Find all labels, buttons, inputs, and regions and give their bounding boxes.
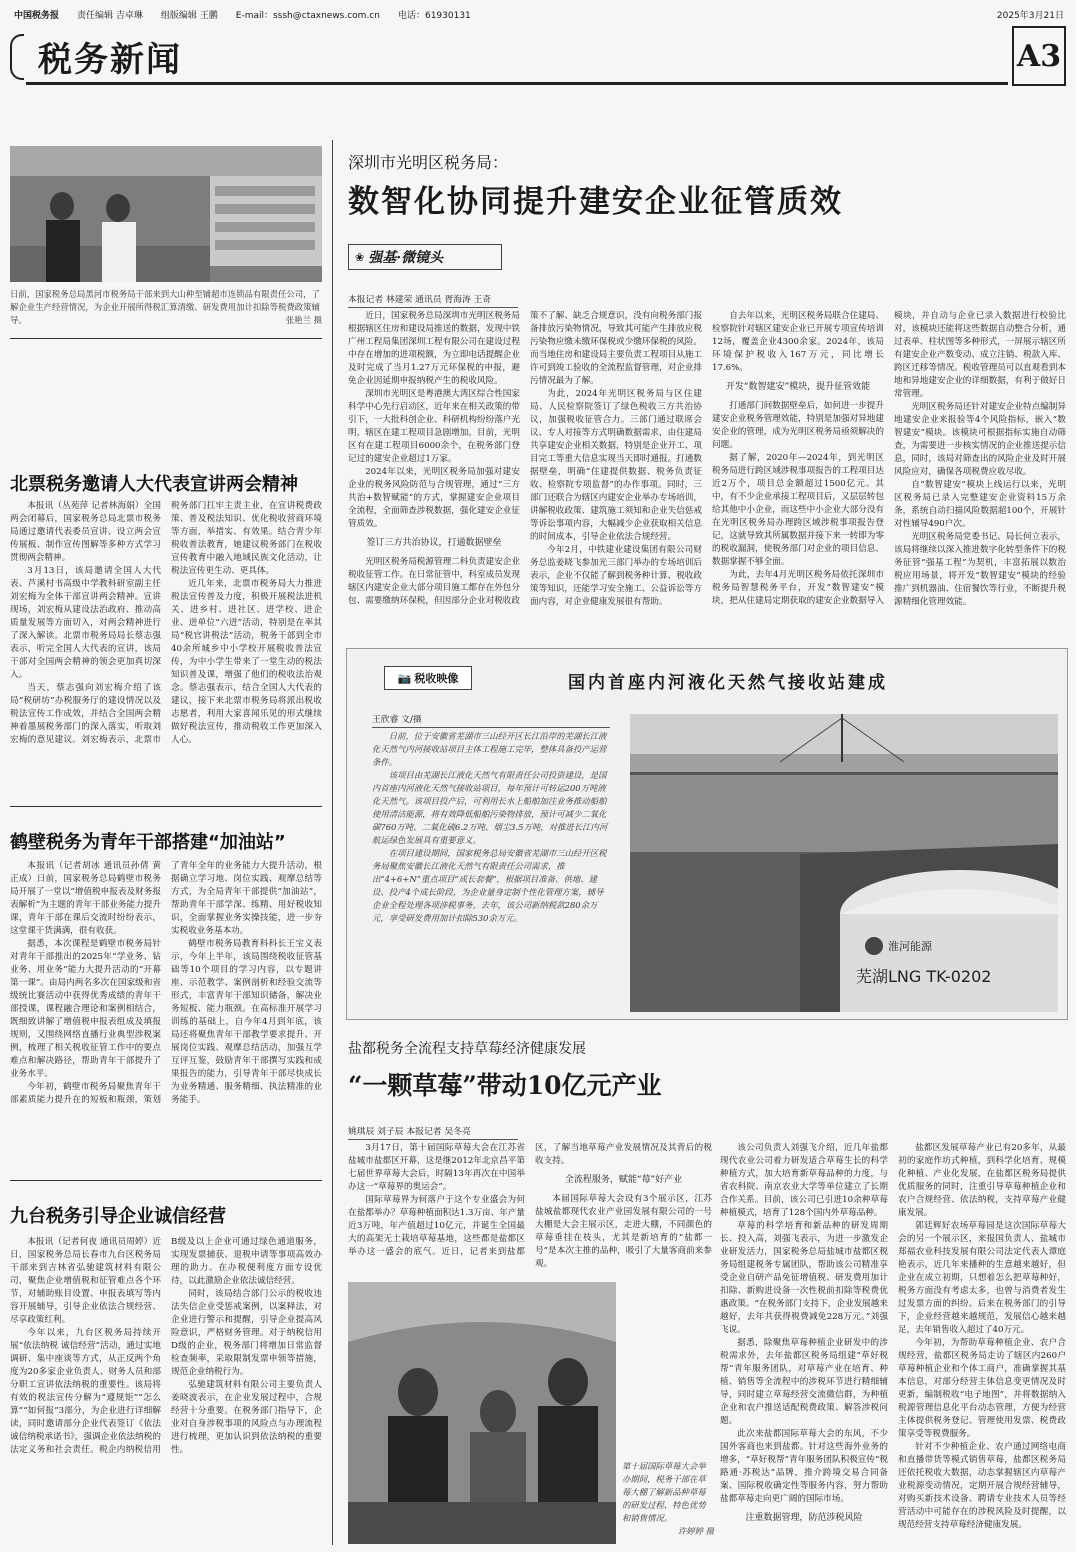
art4-title: “一颗草莓”带动10亿元产业 — [348, 1071, 662, 1100]
main-p5: 为此，2024年光明区税务局与区住建局、人民检察院签订了绿色税收三方共治协议，加强税收征管合力。三部门通过联席会议、专人对接等方式明确数据需求，由住建局共享建安企业相关数据，特别是企业开工、项目完工等重大信息实现当天即时通报。打通数据壁垒，明确“住建提供数据、税务负责征收、检察院专项监督”的办作事项。同时，三部门还联合为辖区内建安企业举办专场培训，讲解税收政策、建筑施工须知和企业失信惩戒等诉讼事项内容，大幅减少企业获取相关信息的时间成本，引导企业依法合规经营。 — [530, 389, 702, 542]
art4-subhead-1: 全流程服务，赋能“莓”好产业 — [564, 1175, 683, 1185]
photo1-caption-text: 日前，国家税务总局黑河市税务局干部来到大山种至铺超市连锁品有限责任公司，了解企业生产经营情况，为企业开展所得税汇算清缴、研发费用加计扣除等税费政策辅导。 — [10, 289, 320, 325]
photo-feature-title: 国内首座内河液化天然气接收站建成 — [568, 673, 888, 693]
column-tag-label: 强基·微镜头 — [368, 250, 444, 266]
art4-body-main — [720, 1142, 1066, 1544]
art3-p2: 今年以来，九台区税务局持续开展“依法纳税 诚信经营”活动，通过实地调研、集中座谈等方式，从正反两个角度为20多家企业负责人、财务人员和部分职工宣讲依法纳税的重要性。该局将有效的税法宣传分解为“遵规矩”“怎么算”“如何报”3部分，为企业进行详细解读，同时邀请部分企业代表签订《依法诚信纳税承诺书》，强调企业依法纳税的法定义务和社会责任。税企内纳税信用B级及以上企业可通过绿色通道服务，实现发票捕获、退税申请等事项高效办理的助力。在办税便利度方面专设优待，以此激励企业依法诚信经营。 — [10, 1237, 322, 1455]
art1-body — [10, 500, 322, 796]
photo1-caption — [10, 288, 322, 332]
leaf-icon: ❀ — [355, 250, 365, 264]
paper-name: 中国税务报 — [14, 10, 60, 21]
art4-p4: 该公司负责人刘强飞介绍，近几年盐都现代农业公司着力研发适合草莓生长的科学种植方式，加大培育新草莓品种的力度，与省农科院、南京农业大学等单位建立了长期合作关系。目前，该公司已引进10余种草莓种植模式，培育了128个国内外草莓品种。 — [720, 1143, 888, 1218]
main-p4: 光明区税务局税源管理二科负责建安企业税收征管工作。在日常征管中，科室成员发现辖区内建安企业大部分项目施工都存在外包分包、需要缴纳环保税，但因部分企业对税收政策不了解、缺乏合规意识，没有向税务部门报备排放污染物情况，导致其可能产生排放应税污染物应缴未缴环保税或少缴环保税的风险。而当地住房和建设局主要负责工程项目从施工许可到竣工验收的全流程监督管理，对企业排污情况最为了解。 — [348, 311, 702, 606]
art2-body — [10, 860, 322, 1172]
art4-p8: 盐都区发展草莓产业已有20多年，从最初的家庭作坊式种植，到科学化培育、规模化种植、产业化发展，在盐都区税务局提供优质服务的同时，注重引导草莓种植企业和农户合规经营、依法纳税，支持草莓产业健康发展。 — [898, 1143, 1066, 1218]
lng-station-image — [630, 714, 1058, 1012]
art2-p1: 本报讯（记者胡冰 通讯员孙倩 黄正成）日前，国家税务总局鹤壁市税务局开展了一堂以“增值税申报表及财务报表解析”为主题的青年干部业务能力提升课，青年干部在课后交流时纷纷表示，这堂课干货满满，很有收获。 — [10, 861, 161, 936]
art4-p2: 国际草莓界为何落户于这个专业盛会为何在盐都举办？草莓种植面积达1.3万亩、年产量近3万吨，年产值超过10亿元，并诞生全国最大的高架无土栽培草莓基地，这些都是盐都区举办这一盛会的底气。近日，记者来到盐都区，了解当地草莓产业发展情况及其背后的税收支持。 — [348, 1143, 712, 1257]
photo2-p2: 该项目由芜湖长江液化天然气有限责任公司投资建设，是国内首座内河液化天然气接收站项目，每年预计可转运200万吨液化天然气。该项目投产后，可利用长水上船舶加注业务推动船舶使用清洁能源，将有效降低船舶污染物排放，预计可减少二氧化碳760万吨、二氧化硫6.2万吨、烟尘3.5万吨，对推进长江内河航运绿色发展具有重要意义。 — [372, 770, 608, 845]
main-p2: 深圳市光明区是粤港澳大湾区综合性国家科学中心先行启动区，近年来在相关政策的带引下，一大批科创企业、科研机构纷纷落户光明，辖区在建工程项目急剧增加。目前，光明区有在建工程项目6000余个，在税务部门登记过的建安企业超过1万家。 — [348, 389, 520, 464]
masthead-rule — [26, 82, 1008, 85]
tank-label: 芜湖LNG TK-0202 — [856, 967, 992, 986]
main-p6: 今年2月，中铁建业建设集团有限公司财务总监姜晓飞参加光三部门举办的专场培训后表示，企业不仅能了解到税务种计算、税收政策等知识，还能学习安全施工、公益诉讼等方面内容，对企业健康发展很有帮助。 — [530, 545, 702, 607]
main-p12: 自“数智建安”模块上线运行以来，光明区税务局已录入完整建安企业资料15万余条，系统自动扫描风险数据超100个，开展针对性辅导490户次。 — [894, 480, 1066, 529]
art4-kicker: 盐都税务全流程支持草莓经济健康发展 — [348, 1041, 586, 1057]
photo-feature-text — [372, 730, 610, 1012]
main-p10: 为此，去年4月光明区税务局依托深圳市税务局智慧税务平台，开发“数智建安”模块，把从住建局定期获取的建安企业数据导入模块，并自动与企业已录入数据进行校验比对，该模块还能将这些数据自动整合分析，通过表单、柱状图等多种形式，一屏展示辖区所有建安企业产数变动、成立注销、税款入库、跨区迁移等情况。税收管理员可以直观看到本地和异地建安企业的详细数据，有利于做好日常管理。 — [712, 311, 1066, 606]
art4-caption-credit: 许婷婷 摄 — [677, 1526, 714, 1536]
art1-p2: 3月13日，该局邀请全国人大代表、芦溪村书高级中学教科研室副主任刘宏梅为全体干部宣讲两会精神。宣讲现场，刘宏梅从建设法治政府、推动高质量发展等方面切入，对两会精神进行了深入解读。北票市税务局局长蔡志强表示，听完全国人大代表的宣讲，该局干部对全国两会精神的领会更加真切深入。 — [10, 566, 161, 680]
camera-icon: 📷 — [397, 671, 412, 685]
divider-left-2 — [10, 806, 322, 807]
photo-feature-byline: 王欣睿 文/摄 — [372, 712, 610, 728]
strawberry-image — [348, 1282, 616, 1544]
email: E-mail：sssh@ctaxnews.com.cn — [235, 10, 380, 21]
top-bar — [14, 6, 1064, 22]
strawberry-caption — [622, 1460, 714, 1546]
art2-p3: 今年初，鹤壁市税务局聚焦青年干部素质能力提升在的短板和瓶颈，策划了青年全年的业务能力大提升活动，根据确立学习地、岗位实践、观摩总结等方式，为全局青年干部提供“加油站”，帮助青年干部学深、练精、用好税收知识，全面掌握业务实操技能，进一步夯实税收业务基本功。 — [10, 861, 322, 1105]
lng-photo — [630, 714, 1058, 1012]
art4-byline: 姚琪辰 刘子辰 本报记者 吴冬亮 — [348, 1124, 518, 1140]
art1-title: 北票税务邀请人大代表宣讲两会精神 — [10, 474, 298, 495]
art2-title: 鹤壁税务为青年干部搭建“加油站” — [10, 832, 286, 853]
main-p11: 光明区税务局还针对建安企业特点编制异地建安企业来报验等4个风险指标，嵌入“数智建安”模块。该模块可根据指标实施自动筛查，为需要进一步核实情况的企业推送提示信息，同时，该局对筛查出的风险企业及时开展风险应对，确保各项税费应收尽收。 — [894, 402, 1066, 477]
art1-p4: 近几年来，北票市税务局大力推进税法宣传普及力度，积极开展税法进机关、进乡村、进社区、进学校、进企业、进单位“六进”活动，特别是在率其局“税官讲税法”活动，税务干部到全市40余所城乡中小学校开展税收普法宣传，为中小学生带来了一堂生动的税法知识普及课，增强了他们的税收法治观念。蔡志强表示，结合全国人大代表的建议，接下来北票市税务局将派出税收志愿者，利用大家喜闻乐见的形式继续做好税法宣传，推动税收工作更加深入人心。 — [171, 579, 322, 745]
art2-p4: 鹤壁市税务局教育科科长王宝义表示，今年上半年，该局围绕税收征管基础等10个项目的学习内容，以专题讲座、示范教学、案例剖析和经验交流等形式，丰富青年干部知识储备，解决业务短板、能力瓶颈。在高标准开展学习训练的基础上，自今年4月到年底，该局还将聚焦青年干部教学要求提升、开展岗位实践、观摩总结活动，加强互学互评互鉴，鼓励青年干部撰写实践和成果报告的能力，引导青年干部尽快成长为业务精通、服务精细、执法精准的业务能手。 — [171, 939, 322, 1105]
main-p1: 近日，国家税务总局深圳市光明区税务局根据辖区住房和建设局推送的数据，发现中铁广州工程局集团深圳工程有限公司在建设过程中存在增加的进项税额，为立即电话提醒企业及时完成了当月1.27万元环保税的申报，避免企业因延期申报纳税产生的税收风险。 — [348, 311, 520, 386]
editor: 责任编辑 吉卓琳 — [77, 10, 143, 21]
main-kicker: 深圳市光明区税务局： — [348, 153, 509, 172]
masthead — [10, 26, 1066, 88]
page-number: A3 — [1012, 26, 1066, 86]
photo-supermarket — [10, 146, 322, 282]
photo1-credit: 张艳兰 摄 — [285, 315, 322, 325]
main-p13: 光明区税务局党委书记、局长何立表示，该局将继续以深入推进数字化转型条件下的税务征管“强基工程”为契机，丰富拓展以数治税应用场景，将开发“数智建安”模块的经验推广到机器油、住宿餐饮等行业，不断提升税源精细化管理效能。 — [894, 532, 1066, 607]
designer: 组版编辑 王鹏 — [160, 10, 218, 21]
photo-feature-tag — [384, 666, 472, 690]
main-subhead-2: 开发“数智建安”模块，提升征管效能 — [725, 382, 871, 392]
art3-title: 九台税务引导企业诚信经营 — [10, 1206, 226, 1227]
column-separator — [332, 140, 333, 1545]
main-p8: 打通部门间数据壁垒后，如何进一步提升建安企业税务管理效能，特别是加强对异地建安企业的管理，成为光明区税务局亟须解决的问题。 — [712, 401, 884, 450]
main-byline: 本报记者 林建荣 通讯员 胥海涛 王奇 — [348, 292, 518, 308]
art4-p1: 3月17日，第十届国际草莓大会在江苏省盐城市盐都区开幕，这是继2012年北京昌平第七届世界草莓大会后，时隔13年再次在中国举办这一“草莓界的奥运会”。 — [348, 1143, 525, 1192]
phone: 电话：61930131 — [397, 10, 471, 21]
art4-subhead-2: 注重数据管理，防范涉税风险 — [745, 1513, 863, 1523]
art3-p4: 弘驰建筑材料有限公司主要负责人姜晓波表示，在企业发展过程中，合规经营十分重要。在税务部门指导下，企业对自身涉税事项的风险点与办理流程进行梳理，更加认识到依法纳税的重要性。 — [171, 1380, 322, 1455]
art4-p11: 针对不少种植企业、农户通过网络电商和直播带货等模式销售草莓，盐都区税务局还依托税收大数据，动态掌握辖区内草莓产业税源变动情况，定期开展合规经营辅导，对购买新技术设备、聘请专业技术人员等经营活动中可能存在的涉税风险及时提醒，以规范经营支持草莓经济健康发展。 — [898, 1442, 1066, 1530]
art1-p1: 本报讯（丛苑萍 记者林海娟）全国两会闭幕后，国家税务总局北票市税务局通过邀请代表委员宣讲、设立两会宣传展板、制作宣传图解等多种方式学习贯彻两会精神。 — [10, 501, 161, 563]
main-subhead-1: 签订三方共治协议，打通数据壁垒 — [366, 538, 502, 548]
main-title: 数智化协同提升建安企业征管质效 — [348, 184, 843, 220]
art3-body — [10, 1236, 322, 1542]
art4-body-top — [348, 1142, 712, 1272]
column-tag — [348, 244, 502, 270]
art4-p10: 今年初，为帮助草莓种植企业、农户合规经营，盐都区税务局走访了辖区内260户草莓种植企业和个体工商户，准确掌握其基本信息，对部分经营主体信息变更情况及时更新，编制税收“电子地图”，并将数据纳入税源管理信息化平台动态管理，方便为经营主体提供税务登记、管理使用发票、税费政策享受等税费服务。 — [898, 1338, 1066, 1439]
strawberry-photo — [348, 1282, 616, 1544]
issue-date: 2025年3月21日 — [996, 10, 1064, 21]
art4-p5: 草莓的科学培育和新品种的研发周期长、投入高，刘强飞表示，为进一步激发企业研发活力，国家税务总局盐城市盐都区税务局组建税务专属团队，帮助该公司精准享受企业自研产品免征增值税、研发费用加计扣除、新购进设备一次性税前扣除等税费优惠政策。“在税务部门支持下，企业发展越来越好，去年共获得税费减免228万元。”刘强飞说。 — [720, 1221, 888, 1335]
art4-p6: 据悉，除聚焦草莓种植企业研发中的涉税需求外，去年盐都区税务局组建“草好税帮”青年服务团队，对草莓产业在培育、种植、销售等全流程中的涉税环节进行精细辅导，同时建立草莓经营交流微信群，为种植企业和农户推送适配税费政策、解答涉税问题。 — [720, 1338, 888, 1426]
art3-p1: 本报讯（记者何夜 通讯员周婷）近日，国家税务总局长春市九台区税务局干部来到吉林省弘驰建筑材料有限公司，聚焦企业增值税和征管难点各个环节，对辅助账目设置、申报表填写等内容开展辅导，引导企业依法合规经营、尽享政策红利。 — [10, 1237, 161, 1325]
art4-p7: 此次来盐都国际草莓大会的东风，不少国外客商也来到盐都。针对这些海外业务的增多，“草好税帮”青年服务团队积极宣传“税路通·苏税达”品牌，推介跨境交易合同备案、国际税收确定性等服务内容，努力帮助盐都草莓走向更广阔的国际市场。 — [720, 1429, 888, 1504]
masthead-bracket — [10, 34, 24, 80]
tank-brand: 淮河能源 — [888, 940, 932, 953]
divider-left-3 — [10, 1180, 322, 1181]
main-p3: 2024年以来，光明区税务局加强对建安企业的税务风险防范与合规管理，通过“三方共治+数智赋能”的方式，掌握建安企业项目全流程，全面筛查涉税数据，强化建安企业征管质效。 — [348, 467, 520, 529]
art4-p9: 郭廷辉好农场草莓园是这次国际草莓大会的另一个展示区，来报国负责人、盐城市郑福农业科技发展有限公司法定代表人谭庭艳表示，近几年来播种的生意越来越好，但企业在成立初期，只想着怎么把草莓种好，税务方面没有考虑太多，也曾与消费者发生过发票方面的纠纷。后来在税务部门的引导下，企业经营越来越规范，发展信心越来越足，去年销售收入超过了40万元。 — [898, 1221, 1066, 1335]
art2-p2: 据悉，本次课程是鹤壁市税务局针对青年干部推出的2025年“学业务、钻业务、用业务”能力大提升活动的“开幕第一课”。由局内两名多次在国家级和省级统比赛活动中获得优秀成绩的青年干部授课，课程融合理论和案例相结合，既细致讲解了增值税申报表组成及填报规则，又围绕网络直播行业典型涉税案例，梳理了相关税收征管工作中的要点难点和解决路径，帮助青年干部提升了业务水平。 — [10, 939, 161, 1079]
main-body — [348, 310, 1066, 644]
photo2-p3: 在项目建设期间，国家税务总局安徽省芜湖市三山经开区税务局聚焦安徽长江液化天然气有限责任公司需求，推出“4+6+N”重点项目“成长套餐”，根据项目准备、供地、建设、投产4个成长阶段，为企业量身定制个性化管理方案，辅导企业全程处理各项涉税事务。去年，该公司新纳税款280余万元，享受研发费用加计扣除530余万元。 — [372, 848, 607, 923]
main-p9: 据了解，2020年—2024年，到光明区税务局进行跨区域涉税事项报告的工程项目达近2万个，项目总金额超过1500亿元。其中，有不少企业承接工程项目后，又层层转包给其他中小企业，而这些中小企业大部分没有在光明区税务局办理跨区域涉税事项报告登记，这就导致其所属数据并接下来一转即为零的税收漏洞，使税务部门对企业的项目信息、数据掌握不够全面。 — [712, 453, 884, 567]
photo-feature-tag-label: 税收映像 — [414, 672, 459, 685]
section-title: 税务新闻 — [38, 40, 182, 80]
divider-left-1 — [10, 338, 322, 339]
art3-p3: 同时，该局结合部门公示的税收违法失信企业受惩戒案例，以案释法，对企业进行警示和提醒，引导企业提高风险意识，严格财务管理。对于纳税信用D级的企业，税务部门将增加日常监督检查频率，采取限制发票申领等措施，规范企业纳税行为。 — [171, 1289, 322, 1377]
main-p7: 自去年以来，光明区税务局联合住建局、检察院针对辖区建安企业已开展专项宣传培训12场，覆盖企业4300余家。2024年，该局环境保护税收入167万元，同比增长17.6%。 — [712, 311, 884, 373]
art4-caption-text: 第十届国际草莓大会举办期间，税务干部在草莓大棚了解新品种草莓的研发过程、特色优势和销售情况。 — [622, 1461, 706, 1523]
art4-p3: 本届国际草莓大会设有3个展示区，江苏盐城盐都现代农业产业园发展有限公司的一号大棚是大会主展示区，走进大棚，不同颜色的草莓垂挂在枝头，尤其是新培育的“盐都一号”是本次主推的品种，吸引了大量客商前来参观。 — [535, 1194, 712, 1269]
photo2-p1: 日前，位于安徽省芜湖市三山经开区长江沿岸的芜湖长江液化天然气内河接收站项目主体工程施工完毕，整体具备投产运营条件。 — [372, 731, 607, 767]
supermarket-image — [10, 146, 322, 282]
art1-p3: 当天，蔡志强向刘宏梅介绍了该局“税研坊”办税服务厅的建设情况以及税法宣传工作成效，并结合全国两会精神着墨展税务部门的深入落实，听取刘宏梅的意见建议。刘宏梅表示，北票市税务部门扛牢主责主业，在宣讲税费政策、普及税法知识、优化税收营商环境等方面，举措实、有效果。结合青少年税收普法教育，她建议税务部门在税收宣传教育中融入地域民族文化活动，让税法宣传更生动、更具体。 — [10, 501, 322, 745]
